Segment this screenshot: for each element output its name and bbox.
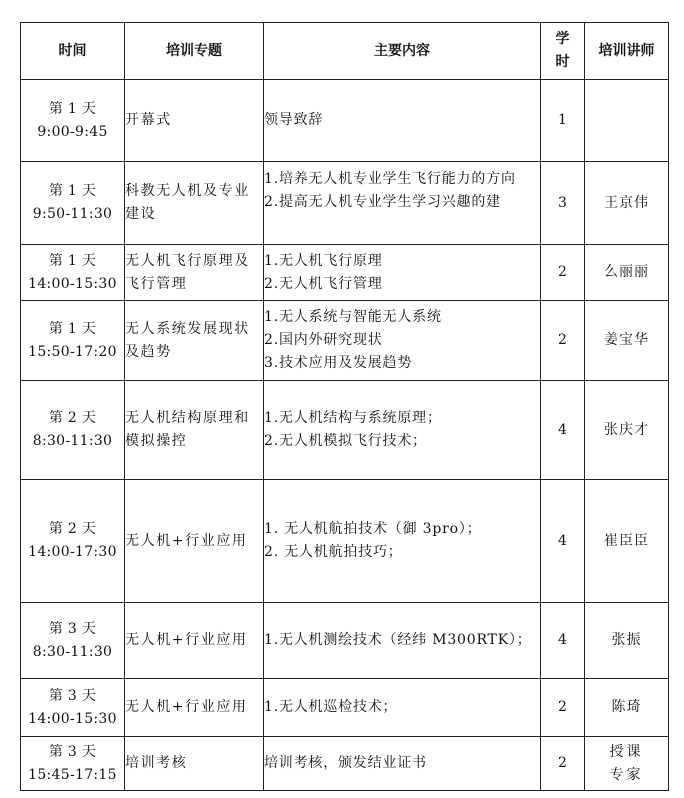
teacher-cell: 姜宝华: [585, 301, 669, 381]
topic-cell: 无人机结构原理和模拟操控: [125, 381, 264, 480]
table-row: [21, 737, 669, 791]
header-row: [21, 23, 669, 80]
content-line: 2.提高无人机专业学生学习兴趣的建: [264, 194, 501, 210]
content-line: 2. 无人机航拍技巧；: [264, 544, 403, 560]
topic-cell: 开幕式: [125, 80, 264, 162]
teacher-cell: 么丽丽: [585, 245, 669, 301]
time-range: 9:50-11:30: [32, 206, 113, 222]
content-line: 3.技术应用及发展趋势: [264, 355, 413, 371]
hours-cell: 4: [541, 603, 585, 679]
time-range: 8:30-11:30: [32, 433, 113, 449]
time-cell: [21, 679, 125, 737]
content-cell: [264, 381, 541, 480]
topic-cell: 培训考核: [125, 737, 264, 791]
content-line: 2.国内外研究现状: [264, 332, 383, 348]
day-label: 第 3 天: [48, 687, 97, 704]
content-cell: [264, 245, 541, 301]
content-cell: [264, 301, 541, 381]
header-hours-line2: 时: [555, 54, 570, 70]
time-cell: [21, 162, 125, 245]
hours-cell: 4: [541, 381, 585, 480]
table-row: [21, 80, 669, 162]
topic-cell: 无人机+行业应用: [125, 679, 264, 737]
topic-cell: 科教无人机及专业建设: [125, 162, 264, 245]
time-range: 15:50-17:20: [28, 343, 117, 360]
table-row: [21, 162, 669, 245]
hours-cell: 2: [541, 679, 585, 737]
time-range: 15:45-17:15: [28, 766, 117, 783]
time-cell: [21, 301, 125, 381]
hours-cell: 1: [541, 80, 585, 162]
topic-cell: 无人系统发展现状及趋势: [125, 301, 264, 381]
header-teacher: 培训讲师: [585, 23, 669, 80]
header-hours: [541, 23, 585, 80]
teacher-cell: [585, 80, 669, 162]
content-cell: [264, 603, 541, 679]
training-schedule-table: [20, 22, 669, 791]
hours-cell: 2: [541, 301, 585, 381]
content-line: 1.无人系统与智能无人系统: [264, 309, 442, 325]
header-content: 主要内容: [264, 23, 541, 80]
day-label: 第 2 天: [48, 410, 97, 426]
content-line: 1.无人机巡检技术；: [264, 699, 398, 715]
hours-cell: 2: [541, 245, 585, 301]
day-label: 第 2 天: [48, 521, 97, 537]
time-range: 14:00-15:30: [28, 710, 117, 727]
time-cell: [21, 480, 125, 603]
day-label: 第 1 天: [48, 252, 97, 269]
content-cell: [264, 679, 541, 737]
time-cell: [21, 245, 125, 301]
hours-cell: 3: [541, 162, 585, 245]
teacher-cell: 王京伟: [585, 162, 669, 245]
topic-cell: 无人机+行业应用: [125, 603, 264, 679]
time-range: 14:00-17:30: [28, 544, 117, 560]
time-range: 8:30-11:30: [32, 643, 113, 660]
table-row: [21, 480, 669, 603]
teacher-cell: 授课专家: [585, 737, 669, 791]
time-cell: [21, 737, 125, 791]
table-row: [21, 245, 669, 301]
hours-cell: 4: [541, 480, 585, 603]
time-cell: [21, 603, 125, 679]
table-row: [21, 301, 669, 381]
content-line: 1.无人机结构与系统原理；: [264, 410, 442, 426]
day-label: 第 1 天: [48, 100, 97, 117]
day-label: 第 1 天: [48, 183, 97, 199]
time-cell: [21, 381, 125, 480]
day-label: 第 3 天: [48, 743, 97, 760]
content-line: 1.无人机飞行原理: [264, 252, 383, 269]
teacher-cell: 张庆才: [585, 381, 669, 480]
teacher-cell: 崔臣臣: [585, 480, 669, 603]
header-time: 时间: [21, 23, 125, 80]
table-row: [21, 603, 669, 679]
time-range: 14:00-15:30: [28, 275, 117, 292]
table-row: [21, 381, 669, 480]
time-cell: [21, 80, 125, 162]
content-cell: [264, 162, 541, 245]
content-line: 1. 无人机航拍技术（御 3pro）；: [264, 521, 482, 537]
time-range: 9:00-9:45: [37, 123, 108, 140]
table-row: [21, 679, 669, 737]
header-hours-line1: 学: [555, 31, 570, 47]
teacher-cell: 陈琦: [585, 679, 669, 737]
topic-cell: 无人机飞行原理及飞行管理: [125, 245, 264, 301]
content-line: 培训考核，颁发结业证书: [264, 755, 427, 771]
topic-cell: 无人机+行业应用: [125, 480, 264, 603]
header-topic: 培训专题: [125, 23, 264, 80]
content-line: 1.培养无人机专业学生飞行能力的方向: [264, 171, 516, 187]
content-line: 2.无人机模拟飞行技术；: [264, 433, 427, 449]
content-cell: [264, 737, 541, 791]
day-label: 第 1 天: [48, 320, 97, 337]
content-cell: [264, 480, 541, 603]
content-line: 领导致辞: [264, 112, 324, 128]
teacher-cell: 张振: [585, 603, 669, 679]
content-line: 1.无人机测绘技术（经纬 M300RTK）；: [264, 632, 532, 648]
content-cell: [264, 80, 541, 162]
day-label: 第 3 天: [48, 620, 97, 637]
content-line: 2.无人机飞行管理: [264, 275, 383, 292]
hours-cell: 2: [541, 737, 585, 791]
